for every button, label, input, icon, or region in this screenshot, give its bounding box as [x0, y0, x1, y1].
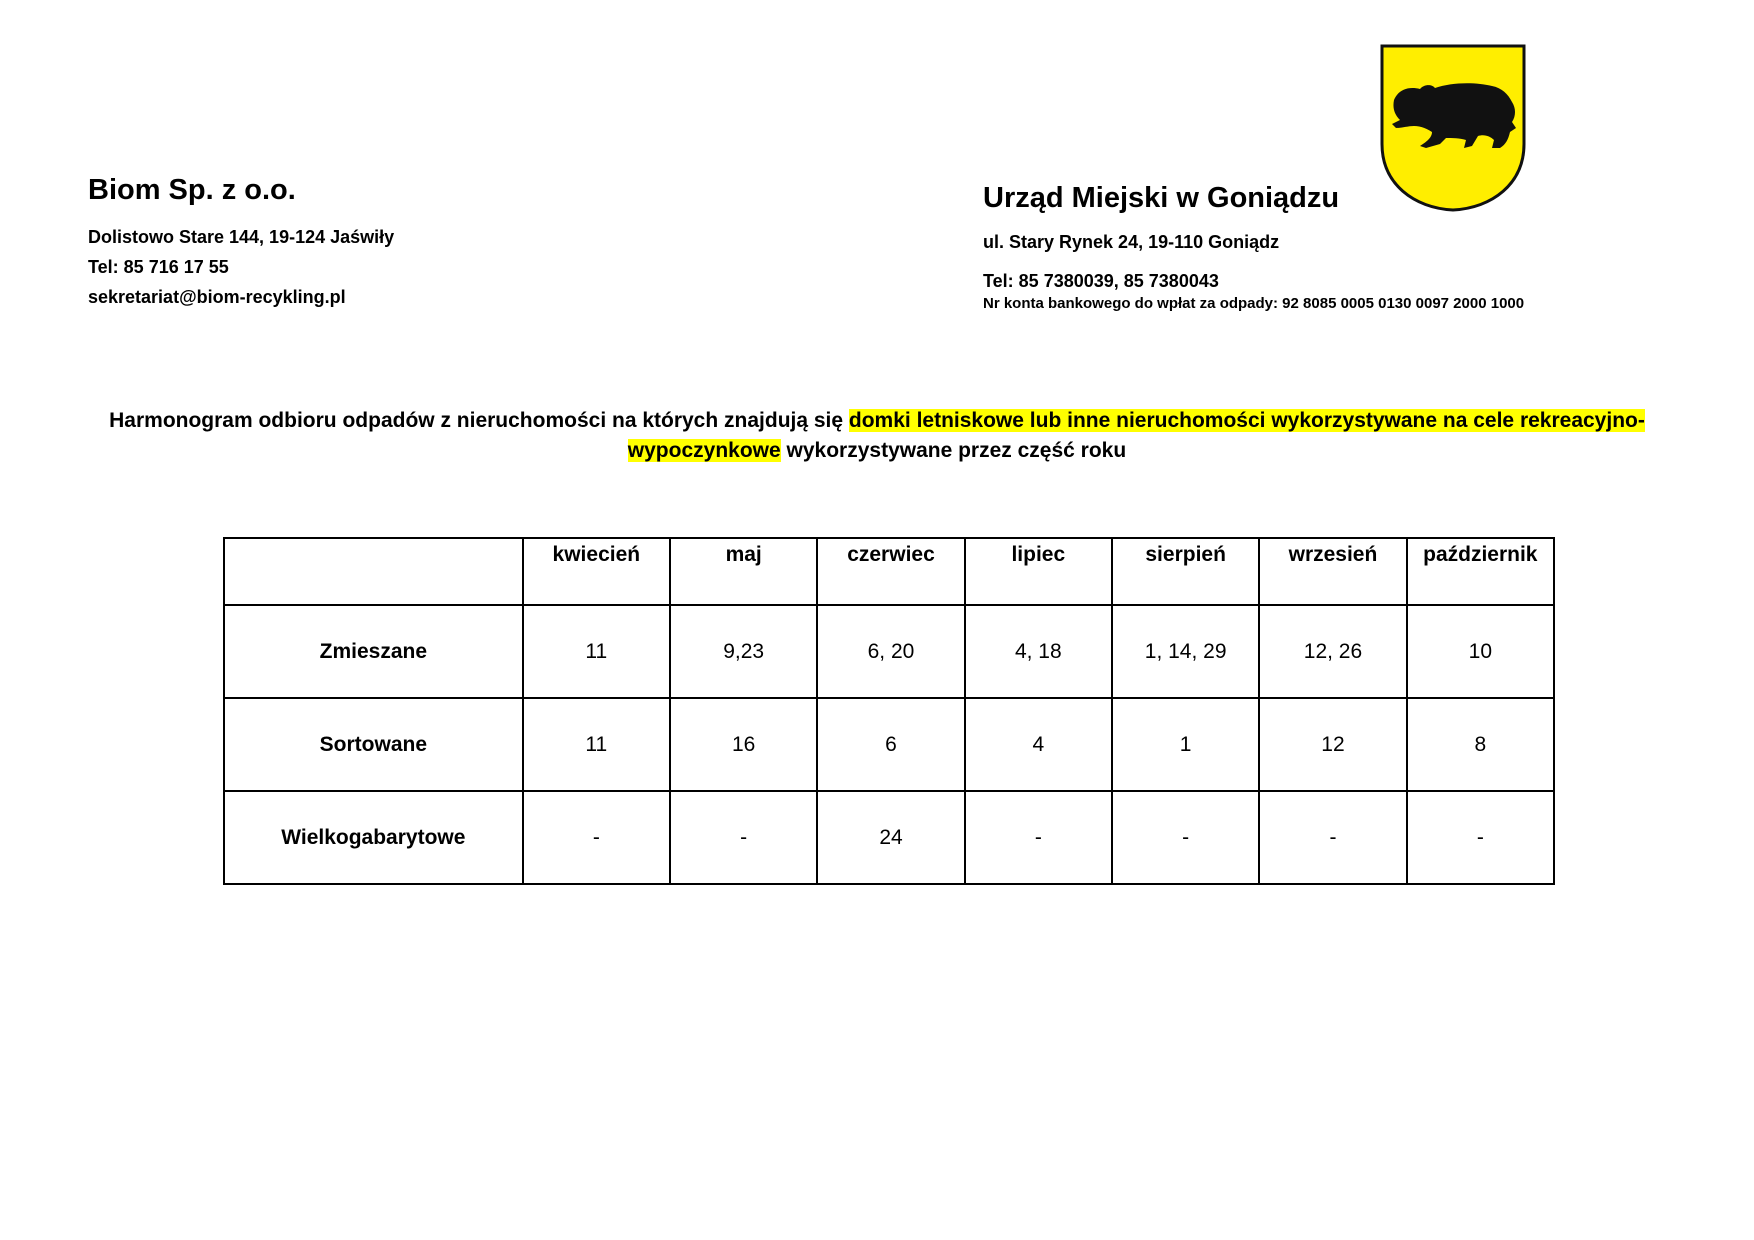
collection-days-cell: 6, 20 [817, 605, 964, 698]
office-name: Urząd Miejski w Goniądzu [983, 182, 1340, 214]
company-name: Biom Sp. z o.o. [88, 174, 296, 206]
collection-days-cell: 9,23 [670, 605, 817, 698]
bear-crest-icon [1380, 44, 1526, 212]
collection-days-cell: 24 [817, 791, 964, 884]
month-header: wrzesień [1259, 538, 1406, 605]
month-header: lipiec [965, 538, 1112, 605]
table-header-row [224, 538, 1554, 605]
company-address: Dolistowo Stare 144, 19-124 Jaświły [88, 227, 395, 247]
waste-type-label: Zmieszane [224, 605, 523, 698]
company-phone: Tel: 85 716 17 55 [88, 257, 229, 277]
table-row [224, 791, 1554, 884]
title-text-start: Harmonogram odbioru odpadów z nieruchomości na których znajdują się [109, 409, 849, 432]
collection-days-cell: - [523, 791, 670, 884]
collection-days-cell: 12 [1259, 698, 1406, 791]
month-header: kwiecień [523, 538, 670, 605]
collection-days-cell: 10 [1407, 605, 1554, 698]
collection-days-cell: - [1407, 791, 1554, 884]
waste-type-label: Wielkogabarytowe [224, 791, 523, 884]
title-highlight-1: domki letniskowe lub inne nieruchomości wykorzystywane na cele rekreacyjno- [848, 409, 1645, 432]
collection-days-cell: 4 [965, 698, 1112, 791]
office-address: ul. Stary Rynek 24, 19-110 Goniądz [983, 232, 1280, 252]
table-corner-cell [224, 538, 523, 605]
collection-days-cell: 16 [670, 698, 817, 791]
table-row [224, 698, 1554, 791]
collection-days-cell: 12, 26 [1259, 605, 1406, 698]
collection-days-cell: 1, 14, 29 [1112, 605, 1259, 698]
waste-type-label: Sortowane [224, 698, 523, 791]
collection-schedule-table [223, 537, 1555, 885]
collection-days-cell: - [1112, 791, 1259, 884]
collection-days-cell: 1 [1112, 698, 1259, 791]
collection-days-cell: - [965, 791, 1112, 884]
month-header: maj [670, 538, 817, 605]
collection-days-cell: 11 [523, 698, 670, 791]
month-header: czerwiec [817, 538, 964, 605]
office-bank-account: Nr konta bankowego do wpłat za odpady: 92 8085 0005 0130 0097 2000 1000 [983, 295, 1525, 312]
title-text-end: wykorzystywane przez część roku [780, 439, 1127, 462]
schedule-title [100, 406, 1654, 466]
collection-days-cell: - [1259, 791, 1406, 884]
collection-days-cell: 4, 18 [965, 605, 1112, 698]
month-header: sierpień [1112, 538, 1259, 605]
collection-days-cell: 8 [1407, 698, 1554, 791]
collection-days-cell: 11 [523, 605, 670, 698]
month-header: październik [1407, 538, 1554, 605]
company-header [88, 172, 394, 312]
company-email: sekretariat@biom-recykling.pl [88, 287, 346, 307]
title-highlight-2: wypoczynkowe [627, 439, 781, 462]
office-phone: Tel: 85 7380039, 85 7380043 [983, 271, 1219, 291]
table-row [224, 605, 1554, 698]
collection-days-cell: 6 [817, 698, 964, 791]
collection-days-cell: - [670, 791, 817, 884]
